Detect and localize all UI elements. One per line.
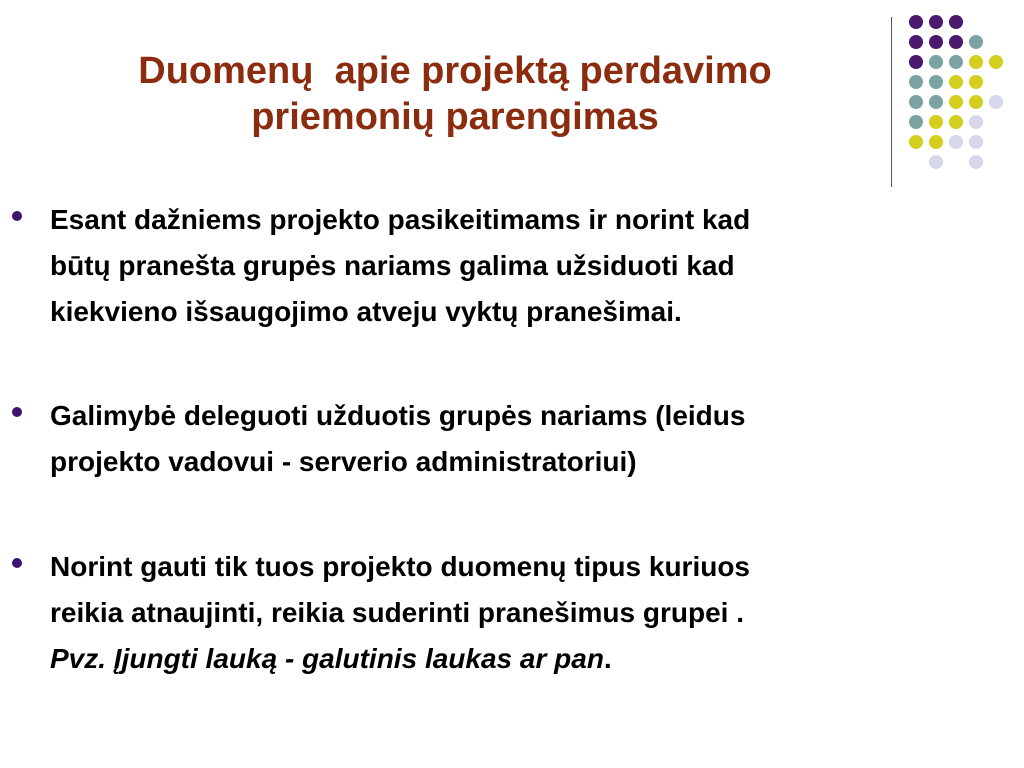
bullet-3-italic-suffix: . — [603, 643, 612, 674]
decorative-dot — [929, 55, 943, 69]
decorative-dot — [929, 35, 943, 49]
decorative-dot — [969, 55, 983, 69]
slide-title-line-1: Duomenų apie projektą perdavimo — [138, 50, 772, 92]
slide-title — [40, 48, 870, 140]
decorative-dot — [909, 35, 923, 49]
decorative-dot — [949, 135, 963, 149]
decorative-dot — [929, 155, 943, 169]
bullet-3-line-1: Norint gauti tik tuos projekto duomenų tipus kuriuos — [50, 551, 750, 582]
bullet-marker — [12, 407, 22, 417]
decorative-dot — [949, 15, 963, 29]
bullet-text-1 — [50, 197, 1000, 335]
bullet-text-3 — [50, 544, 1000, 682]
decorative-dot — [949, 75, 963, 89]
bullet-2-line-2: projekto vadovui - serverio administratoriui) — [50, 446, 637, 477]
decorative-dot — [969, 95, 983, 109]
bullet-marker — [12, 558, 22, 568]
bullet-1-line-1: Esant dažniems projekto pasikeitimams ir norint kad — [50, 204, 751, 235]
bullet-2-line-1: Galimybė deleguoti užduotis grupės nariams (leidus — [50, 400, 746, 431]
decorative-dot — [909, 135, 923, 149]
bullet-marker — [12, 211, 22, 221]
decorative-dot — [969, 135, 983, 149]
decorative-dot — [949, 115, 963, 129]
decorative-dot — [969, 35, 983, 49]
decorative-dot — [949, 55, 963, 69]
bullet-text-2 — [50, 393, 1000, 485]
decorative-dot — [989, 55, 1003, 69]
decorative-dot — [909, 75, 923, 89]
decorative-dot — [929, 135, 943, 149]
decorative-dot — [969, 115, 983, 129]
decorative-dot — [929, 115, 943, 129]
bullet-3-italic-example: Pvz. Įjungti lauką - galutinis laukas ar pan — [50, 643, 604, 674]
decorative-dot — [929, 75, 943, 89]
decorative-dot — [929, 95, 943, 109]
slide-title-line-2: priemonių parengimas — [251, 96, 659, 138]
decorative-dot — [969, 75, 983, 89]
decorative-dot — [949, 35, 963, 49]
decorative-dot — [949, 95, 963, 109]
bullet-1-line-2: būtų pranešta grupės nariams galima užsiduoti kad — [50, 250, 735, 281]
decorative-dot — [969, 155, 983, 169]
decorative-dot — [909, 55, 923, 69]
vertical-divider — [891, 17, 892, 187]
decorative-dot — [909, 15, 923, 29]
bullet-3-line-2: reikia atnaujinti, reikia suderinti pranešimus grupei . — [50, 597, 744, 628]
bullet-1-line-3: kiekvieno išsaugojimo atveju vyktų pranešimai. — [50, 296, 682, 327]
decorative-dot — [929, 15, 943, 29]
decorative-dot — [989, 95, 1003, 109]
decorative-dot — [909, 95, 923, 109]
bullet-3-line-3 — [50, 636, 1000, 682]
decorative-dot — [909, 115, 923, 129]
